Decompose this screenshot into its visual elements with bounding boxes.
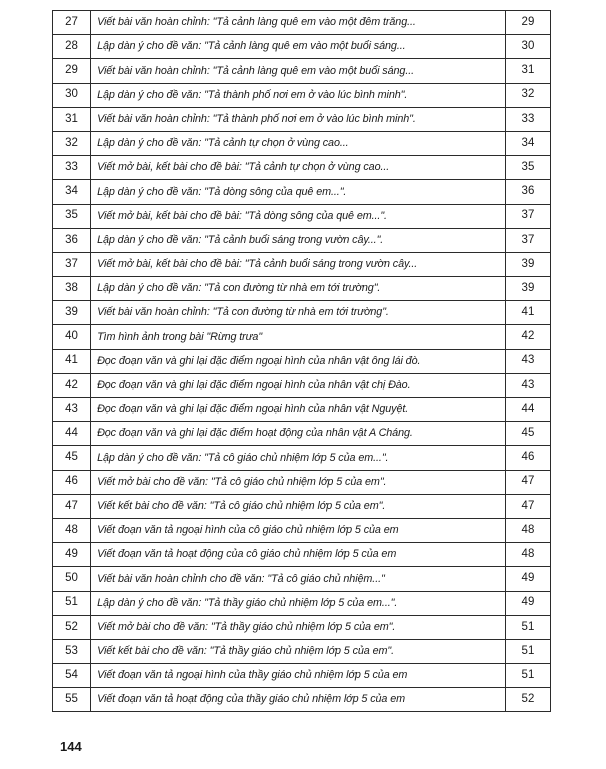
row-title: Đọc đoạn văn và ghi lại đặc điểm ngoại hình của nhân vật Nguyệt. — [91, 398, 506, 422]
row-number: 40 — [53, 325, 91, 349]
row-page: 51 — [505, 639, 550, 663]
table-row — [53, 252, 551, 276]
table-row — [53, 131, 551, 155]
row-title: Viết mở bài, kết bài cho đề bài: "Tả cảnh tự chọn ở vùng cao... — [91, 156, 506, 180]
table-row — [53, 180, 551, 204]
row-title: Lập dàn ý cho đề văn: "Tả thành phố nơi em ở vào lúc bình minh". — [91, 83, 506, 107]
row-number: 33 — [53, 156, 91, 180]
row-title: Viết mở bài cho đề văn: "Tả cô giáo chủ nhiệm lớp 5 của em". — [91, 470, 506, 494]
row-page: 44 — [505, 398, 550, 422]
table-row — [53, 518, 551, 542]
row-title: Viết đoạn văn tả ngoại hình của cô giáo chủ nhiệm lớp 5 của em — [91, 518, 506, 542]
row-number: 41 — [53, 349, 91, 373]
row-page: 30 — [505, 35, 550, 59]
row-number: 46 — [53, 470, 91, 494]
row-title: Lập dàn ý cho đề văn: "Tả con đường từ nhà em tới trường". — [91, 277, 506, 301]
table-row — [53, 277, 551, 301]
table-row — [53, 567, 551, 591]
table-row — [53, 688, 551, 712]
row-page: 47 — [505, 494, 550, 518]
row-page: 36 — [505, 180, 550, 204]
row-page: 46 — [505, 446, 550, 470]
row-title: Viết bài văn hoàn chỉnh: "Tả cảnh làng quê em vào một buổi sáng... — [91, 59, 506, 83]
row-number: 27 — [53, 11, 91, 35]
row-number: 45 — [53, 446, 91, 470]
table-row — [53, 59, 551, 83]
row-page: 37 — [505, 204, 550, 228]
table-row — [53, 325, 551, 349]
row-title: Lập dàn ý cho đề văn: "Tả dòng sông của quê em...". — [91, 180, 506, 204]
row-title: Viết bài văn hoàn chỉnh: "Tả cảnh làng quê em vào một đêm trăng... — [91, 11, 506, 35]
table-row — [53, 615, 551, 639]
row-page: 31 — [505, 59, 550, 83]
table-row — [53, 349, 551, 373]
row-title: Viết mở bài cho đề văn: "Tả thầy giáo chủ nhiệm lớp 5 của em". — [91, 615, 506, 639]
table-row — [53, 543, 551, 567]
row-title: Đọc đoạn văn và ghi lại đặc điểm ngoại hình của nhân vật ông lái đò. — [91, 349, 506, 373]
row-title: Lập dàn ý cho đề văn: "Tả cảnh tự chọn ở vùng cao... — [91, 131, 506, 155]
toc-body — [53, 11, 551, 712]
row-number: 32 — [53, 131, 91, 155]
row-number: 30 — [53, 83, 91, 107]
row-page: 41 — [505, 301, 550, 325]
table-row — [53, 83, 551, 107]
table-row — [53, 204, 551, 228]
row-page: 32 — [505, 83, 550, 107]
table-row — [53, 664, 551, 688]
table-row — [53, 373, 551, 397]
row-page: 47 — [505, 470, 550, 494]
row-number: 53 — [53, 639, 91, 663]
table-row — [53, 470, 551, 494]
table-row — [53, 156, 551, 180]
table-row — [53, 494, 551, 518]
row-title: Lập dàn ý cho đề văn: "Tả cô giáo chủ nhiệm lớp 5 của em...". — [91, 446, 506, 470]
row-number: 35 — [53, 204, 91, 228]
row-title: Tìm hình ảnh trong bài "Rừng trưa" — [91, 325, 506, 349]
table-row — [53, 301, 551, 325]
table-row — [53, 107, 551, 131]
row-title: Đọc đoạn văn và ghi lại đặc điểm ngoại hình của nhân vật chị Đào. — [91, 373, 506, 397]
row-title: Viết mở bài, kết bài cho đề bài: "Tả dòng sông của quê em...". — [91, 204, 506, 228]
row-page: 43 — [505, 373, 550, 397]
row-number: 34 — [53, 180, 91, 204]
row-page: 35 — [505, 156, 550, 180]
row-page: 39 — [505, 277, 550, 301]
row-number: 29 — [53, 59, 91, 83]
row-title: Viết bài văn hoàn chỉnh: "Tả thành phố nơi em ở vào lúc bình minh". — [91, 107, 506, 131]
table-row — [53, 591, 551, 615]
row-number: 51 — [53, 591, 91, 615]
row-number: 39 — [53, 301, 91, 325]
row-page: 43 — [505, 349, 550, 373]
row-page: 42 — [505, 325, 550, 349]
row-page: 51 — [505, 615, 550, 639]
row-page: 52 — [505, 688, 550, 712]
row-number: 54 — [53, 664, 91, 688]
row-title: Lập dàn ý cho đề văn: "Tả cảnh buổi sáng trong vườn cây...". — [91, 228, 506, 252]
table-row — [53, 446, 551, 470]
row-number: 49 — [53, 543, 91, 567]
table-row — [53, 639, 551, 663]
table-row — [53, 11, 551, 35]
row-page: 39 — [505, 252, 550, 276]
row-number: 44 — [53, 422, 91, 446]
row-title: Lập dàn ý cho đề văn: "Tả thầy giáo chủ nhiệm lớp 5 của em...". — [91, 591, 506, 615]
table-row — [53, 398, 551, 422]
row-title: Viết kết bài cho đề văn: "Tả cô giáo chủ nhiệm lớp 5 của em". — [91, 494, 506, 518]
row-title: Viết đoạn văn tả ngoại hình của thầy giáo chủ nhiệm lớp 5 của em — [91, 664, 506, 688]
row-number: 48 — [53, 518, 91, 542]
row-number: 43 — [53, 398, 91, 422]
table-row — [53, 35, 551, 59]
row-page: 37 — [505, 228, 550, 252]
page-number: 144 — [60, 739, 82, 754]
row-number: 55 — [53, 688, 91, 712]
row-number: 52 — [53, 615, 91, 639]
row-title: Viết kết bài cho đề văn: "Tả thầy giáo chủ nhiệm lớp 5 của em". — [91, 639, 506, 663]
row-number: 36 — [53, 228, 91, 252]
row-number: 50 — [53, 567, 91, 591]
row-title: Đọc đoạn văn và ghi lại đặc điểm hoạt động của nhân vật A Cháng. — [91, 422, 506, 446]
row-number: 47 — [53, 494, 91, 518]
table-row — [53, 422, 551, 446]
row-page: 29 — [505, 11, 550, 35]
row-title: Viết bài văn hoàn chỉnh cho đề văn: "Tả cô giáo chủ nhiệm..." — [91, 567, 506, 591]
row-title: Viết đoạn văn tả hoạt động của cô giáo chủ nhiệm lớp 5 của em — [91, 543, 506, 567]
table-row — [53, 228, 551, 252]
row-page: 48 — [505, 543, 550, 567]
row-page: 51 — [505, 664, 550, 688]
row-title: Viết bài văn hoàn chỉnh: "Tả con đường từ nhà em tới trường". — [91, 301, 506, 325]
row-page: 33 — [505, 107, 550, 131]
row-number: 38 — [53, 277, 91, 301]
row-title: Lập dàn ý cho đề văn: "Tả cảnh làng quê em vào một buổi sáng... — [91, 35, 506, 59]
row-number: 31 — [53, 107, 91, 131]
row-number: 37 — [53, 252, 91, 276]
row-number: 42 — [53, 373, 91, 397]
table-of-contents — [52, 10, 551, 712]
row-number: 28 — [53, 35, 91, 59]
row-page: 49 — [505, 567, 550, 591]
row-page: 45 — [505, 422, 550, 446]
row-title: Viết mở bài, kết bài cho đề bài: "Tả cảnh buổi sáng trong vườn cây... — [91, 252, 506, 276]
row-page: 34 — [505, 131, 550, 155]
row-page: 48 — [505, 518, 550, 542]
row-title: Viết đoạn văn tả hoạt động của thầy giáo chủ nhiệm lớp 5 của em — [91, 688, 506, 712]
row-page: 49 — [505, 591, 550, 615]
